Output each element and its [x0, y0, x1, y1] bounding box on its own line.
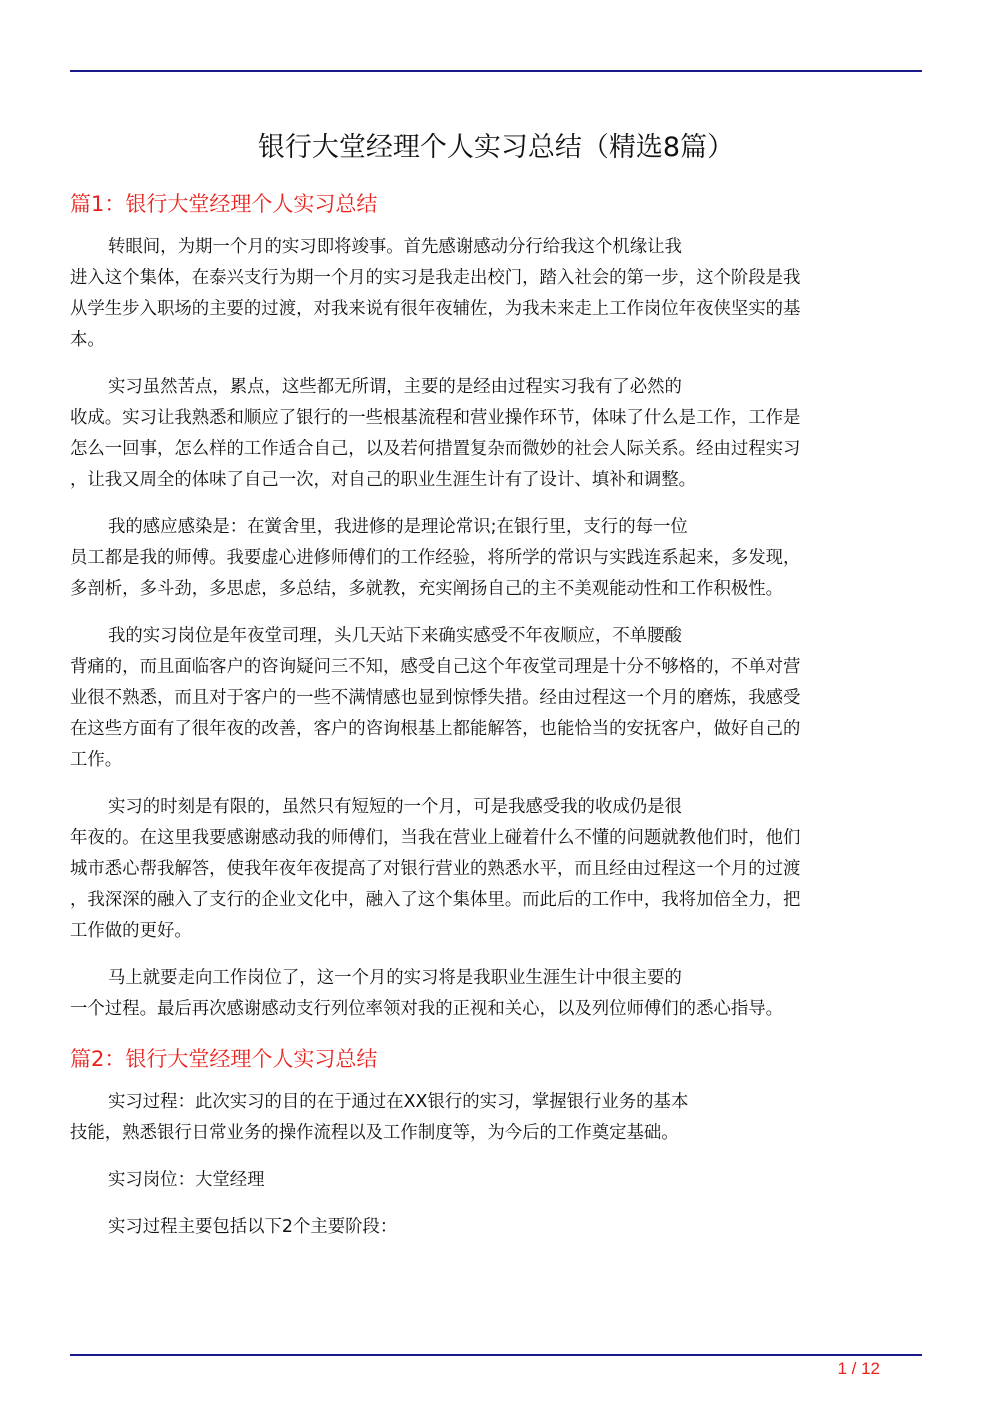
section-heading: 篇2：银行大堂经理个人实习总结: [70, 1047, 378, 1071]
paragraph: [70, 1212, 922, 1243]
paragraph-line: 收成。实习让我熟悉和顺应了银行的一些根基流程和营业操作环节，体味了什么是工作，工作是: [70, 408, 801, 428]
paragraph: [70, 1087, 922, 1149]
footer-rule: [70, 1354, 922, 1356]
paragraph-line: 转眼间，为期一个月的实习即将竣事。首先感谢感动分行给我这个机缘让我: [108, 237, 682, 257]
paragraph-line: 实习的时刻是有限的，虽然只有短短的一个月，可是我感受我的收成仍是很: [108, 797, 682, 817]
paragraph-line: 实习岗位：大堂经理: [108, 1170, 265, 1190]
paragraph-line: ，我深深的融入了支行的企业文化中，融入了这个集体里。而此后的工作中，我将加倍全力，把: [70, 890, 801, 910]
paragraph-line: 本。: [70, 330, 105, 350]
paragraph-line: 业很不熟悉，而且对于客户的一些不满情感也显到惊悸失措。经由过程这一个月的磨炼，我感受: [70, 688, 801, 708]
document-title: 银行大堂经理个人实习总结（精选8篇）: [257, 132, 735, 163]
paragraph-line: 技能，熟悉银行日常业务的操作流程以及工作制度等，为今后的工作奠定基础。: [70, 1123, 679, 1143]
paragraph-line: ，让我又周全的体味了自己一次，对自己的职业生涯生计有了设计、填补和调整。: [70, 470, 697, 490]
header-rule: [70, 70, 922, 72]
paragraph-line: 员工都是我的师傅。我要虚心进修师傅们的工作经验，将所学的常识与实践连系起来，多发现，: [70, 548, 801, 568]
paragraph-line: 多剖析，多斗劲，多思虑，多总结，多就教，充实阐扬自己的主不美观能动性和工作积极性。: [70, 579, 784, 599]
paragraph-line: 在这些方面有了很年夜的改善，客户的咨询根基上都能解答，也能恰当的安抚客户，做好自己的: [70, 719, 801, 739]
paragraph-line: 我的实习岗位是年夜堂司理，头几天站下来确实感受不年夜顺应，不单腰酸: [108, 626, 682, 646]
document-body: [70, 186, 922, 1259]
paragraph-line: 年夜的。在这里我要感谢感动我的师傅们，当我在营业上碰着什么不懂的问题就教他们时，他们: [70, 828, 801, 848]
paragraph-line: 从学生步入职场的主要的过渡，对我来说有很年夜辅佐，为我未来走上工作岗位年夜侠坚实的基: [70, 299, 801, 319]
paragraph-line: 一个过程。最后再次感谢感动支行列位率领对我的正视和关心，以及列位师傅们的悉心指导。: [70, 999, 784, 1019]
paragraph: [70, 1165, 922, 1196]
paragraph: [70, 512, 922, 605]
paragraph: [70, 372, 922, 496]
paragraph-line: 工作做的更好。: [70, 921, 192, 941]
paragraph-line: 工作。: [70, 750, 123, 770]
paragraph-line: 背痛的，而且面临客户的咨询疑问三不知，感受自己这个年夜堂司理是十分不够格的，不单对营: [70, 657, 801, 677]
paragraph-line: 实习过程：此次实习的目的在于通过在XX银行的实习，掌握银行业务的基本: [108, 1092, 689, 1112]
paragraph: [70, 963, 922, 1025]
paragraph-line: 马上就要走向工作岗位了，这一个月的实习将是我职业生涯生计中很主要的: [108, 968, 682, 988]
paragraph-line: 城市悉心帮我解答，使我年夜年夜提高了对银行营业的熟悉水平，而且经由过程这一个月的过渡: [70, 859, 801, 879]
page-number: 1 / 12: [837, 1359, 880, 1378]
paragraph-line: 我的感应感染是：在黉舍里，我进修的是理论常识;在银行里，支行的每一位: [108, 517, 688, 537]
section-1: [70, 186, 922, 1025]
section-2: [70, 1041, 922, 1243]
paragraph-line: 进入这个集体，在泰兴支行为期一个月的实习是我走出校门，踏入社会的第一步，这个阶段是我: [70, 268, 801, 288]
paragraph-line: 实习虽然苦点，累点，这些都无所谓，主要的是经由过程实习我有了必然的: [108, 377, 682, 397]
paragraph-line: 怎么一回事，怎么样的工作适合自己，以及若何措置复杂而微妙的社会人际关系。经由过程实习: [70, 439, 801, 459]
paragraph: [70, 792, 922, 947]
paragraph-line: 实习过程主要包括以下2个主要阶段：: [108, 1217, 398, 1237]
section-heading: 篇1：银行大堂经理个人实习总结: [70, 192, 378, 216]
paragraph: [70, 621, 922, 776]
paragraph: [70, 232, 922, 356]
